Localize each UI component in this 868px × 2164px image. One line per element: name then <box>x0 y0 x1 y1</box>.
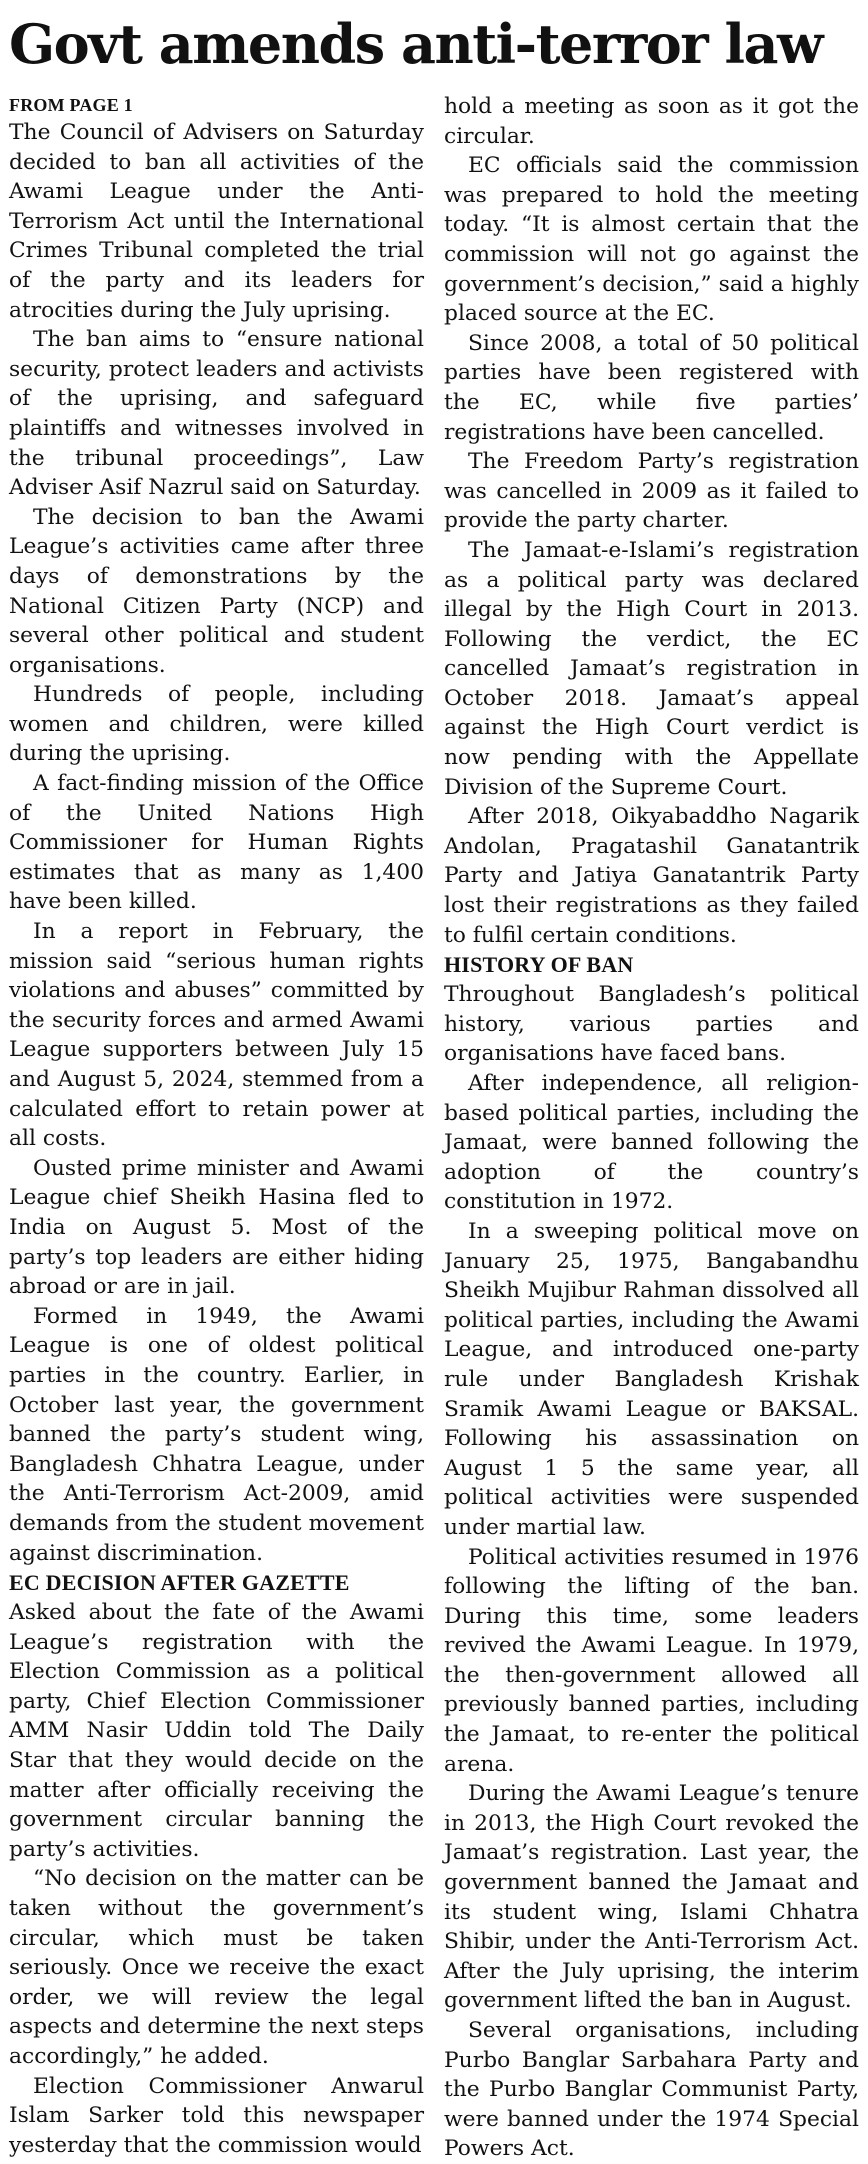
dateline: FROM PAGE 1 <box>9 95 133 115</box>
article-body <box>9 92 859 2164</box>
section-subhead: HISTORY OF BAN <box>444 952 634 978</box>
article-paragraph: EC officials said the commission was prepared to hold the meeting today. “It is almost certain that the commission will not go against the government’s decision,” said a highly placed source at the EC. <box>444 153 859 327</box>
article-paragraph: The Council of Advisers on Saturday decided to ban all activities of the Awami League under the Anti-Terrorism Act until the International Crimes Tribunal completed the trial of the party and its leaders for atrocities during the July uprising. <box>9 120 424 323</box>
article-paragraph: The ban aims to “ensure national security, protect leaders and activists of the uprising, and safeguard plaintiffs and witnesses involved in the tribunal proceedings”, Law Adviser Asif Nazrul said on Saturday. <box>9 327 424 501</box>
article-paragraph: Throughout Bangladesh’s political history, various parties and organisations have faced bans. <box>444 982 859 1067</box>
article-paragraph: “No decision on the matter can be taken without the government’s circular, which must be taken seriously. Once we receive the exact order, we will review the legal aspects and determine the next steps accordingly,” he added. <box>9 1866 424 2069</box>
article-paragraph: Ousted prime minister and Awami League chief Sheikh Hasina fled to India on August 5. Most of the party’s top leaders are either hiding abroad or are in jail. <box>9 1155 424 1300</box>
article-paragraph: Election Commissioner Anwarul Islam Sarker told this newspaper yesterday that the commission would <box>9 2073 424 2158</box>
headline: Govt amends anti-terror law <box>9 12 823 76</box>
article-paragraph: Asked about the fate of the Awami League’s registration with the Election Commission as a political party, Chief Election Commissioner AMM Nasir Uddin told The Daily Star that they would decide on the matter after officially receiving the government circular banning the party’s activities. <box>9 1600 424 1862</box>
section-subhead: EC DECISION AFTER GAZETTE <box>9 1570 350 1596</box>
article-paragraph: A fact-finding mission of the Office of the United Nations High Commissioner for Human Rights estimates that as many as 1,400 have been killed. <box>9 771 424 915</box>
article-paragraph: The Freedom Party’s registration was cancelled in 2009 as it failed to provide the party charter. <box>444 449 859 534</box>
article-paragraph: Since 2008, a total of 50 political parties have been registered with the EC, while five parties’ registrations have been cancelled. <box>444 330 859 445</box>
article-paragraph: The Jamaat-e-Islami’s registration as a political party was declared illegal by the High Court in 2013. Following the verdict, the EC cancelled Jamaat’s registration in October 2018. Jamaat’s appeal against the High Court verdict is now pending with the Appellate Division of the Supreme Court. <box>444 537 859 800</box>
article-paragraph: In a sweeping political move on January 25, 1975, Bangabandhu Sheikh Mujibur Rahman dissolved all political parties, including the Awami League, and introduced one-party rule under Bangladesh Krishak Sramik Awami League or BAKSAL. Following his assassination on August 1 5 the same year, all political activities were suspended under martial law. <box>444 1218 859 1540</box>
article-paragraph: During the Awami League’s tenure in 2013, the High Court revoked the Jamaat’s registration. Last year, the government banned the Jamaat and its student wing, Islami Chhatra Shibir, under the Anti-Terrorism Act. After the July uprising, the interim government lifted the ban in August. <box>444 1781 859 2014</box>
article-paragraph: After independence, all religion-based political parties, including the Jamaat, were banned following the adoption of the country’s constitution in 1972. <box>444 1071 859 1215</box>
article-paragraph: The decision to ban the Awami League’s activities came after three days of demonstrations by the National Citizen Party (NCP) and several other political and student organisations. <box>9 504 424 678</box>
article-paragraph: Political activities resumed in 1976 following the lifting of the ban. During this time, some leaders revived the Awami League. In 1979, the then-government allowed all previously banned parties, including the Jamaat, to re-enter the political arena. <box>444 1544 859 1777</box>
article-paragraph: hold a meeting as soon as it got the circular. <box>444 94 859 149</box>
article-paragraph: Several organisations, including Purbo Banglar Sarbahara Party and the Purbo Banglar Communist Party, were banned under the 1974 Special Powers Act. <box>444 2018 859 2162</box>
right-column <box>444 92 859 2164</box>
article-paragraph: After 2018, Oikyabaddho Nagarik Andolan, Pragatashil Ganatantrik Party and Jatiya Ganatantrik Party lost their registrations as they failed to fulfil certain conditions. <box>444 804 859 948</box>
left-column <box>9 92 424 2164</box>
article-paragraph: Hundreds of people, including women and children, were killed during the uprising. <box>9 682 424 767</box>
article-paragraph: In a report in February, the mission said “serious human rights violations and abuses” committed by the security forces and armed Awami League supporters between July 15 and August 5, 2024, stemmed from a calculated effort to retain power at all costs. <box>9 919 424 1152</box>
article-paragraph: Formed in 1949, the Awami League is one of oldest political parties in the country. Earlier, in October last year, the government banned the party’s student wing, Bangladesh Chhatra League, under the Anti-Terrorism Act-2009, amid demands from the student movement against discrimination. <box>9 1303 424 1566</box>
